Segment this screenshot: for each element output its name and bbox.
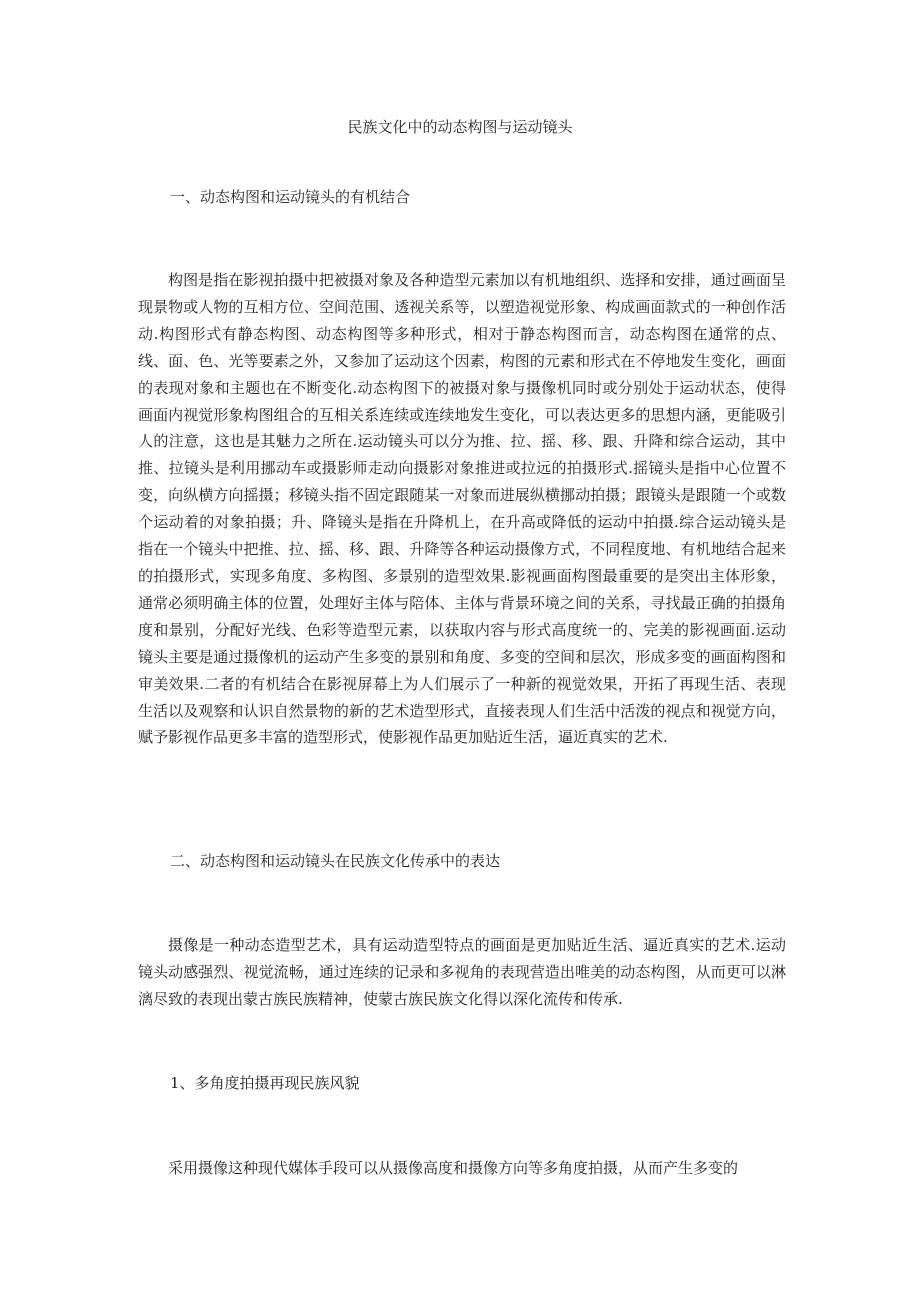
section-heading-1: 一、动态构图和运动镜头的有机结合	[170, 188, 411, 206]
document-title: 民族文化中的动态构图与运动镜头	[347, 118, 573, 136]
section-paragraph-2: 摄像是一种动态造型艺术，具有运动造型特点的画面是更加贴近生活、逼近真实的艺术.运动镜头动感强烈、视觉流畅，通过连续的记录和多视角的表现营造出唯美的动态构图，从而更可以淋漓尽致的表现出蒙古族民族精神，使蒙古族民族文化得以深化流传和传承.	[138, 936, 786, 1008]
section-heading-2: 二、动态构图和运动镜头在民族文化传承中的表达	[170, 852, 501, 870]
subsection-heading-1: 1、多角度拍摄再现民族风貌	[170, 1074, 360, 1092]
section-paragraph-1: 构图是指在影视拍摄中把被摄对象及各种造型元素加以有机地组织、选择和安排，通过画面呈现景物或人物的互相方位、空间范围、透视关系等，以塑造视觉形象、构成画面款式的一种创作活动.构图形式有静态构图、动态构图等多种形式，相对于静态构图而言，动态构图在通常的点、线、面、色、光等要素之外，又参加了运动这个因素，构图的元素和形式在不停地发生变化，画面的表现对象和主题也在不断变化.动态构图下的被摄对象与摄像机同时或分别处于运动状态，使得画面内视觉形象构图组合的互相关系连续或连续地发生变化，可以表达更多的思想内涵，更能吸引人的注意，这也是其魅力之所在.运动镜头可以分为推、拉、摇、移、跟、升降和综合运动，其中推、拉镜头是利用挪动车或摄影师走动向摄影对象推进或拉远的拍摄形式.摇镜头是指中心位置不变，向纵横方向摇摄；移镜头指不固定跟随某一对象而进展纵横挪动拍摄；跟镜头是跟随一个或数个运动着的对象拍摄；升、降镜头是指在升降机上，在升高或降低的运动中拍摄.综合运动镜头是指在一个镜头中把推、拉、摇、移、跟、升降等各种运动摄像方式，不同程度地、有机地结合起来的拍摄形式，实现多角度、多构图、多景别的造型效果.影视画面构图最重要的是突出主体形象，通常必须明确主体的位置，处理好主体与陪体、主体与背景环境之间的关系，寻找最正确的拍摄角度和景别，分配好光线、色彩等造型元素，以获取内容与形式高度统一的、完美的影视画面.运动镜头主要是通过摄像机的运动产生多变的景别和角度、多变的空间和层次，形成多变的画面构图和审美效果.二者的有机结合在影视屏幕上为人们展示了一种新的视觉效果，开拓了再现生活、表现生活以及观察和认识自然景物的新的艺术造型形式，直接表现人们生活中活泼的视点和视觉方向，赋予影视作品更多丰富的造型形式，使影视作品更加贴近生活，逼近真实的艺术.	[138, 271, 786, 747]
subsection-paragraph-1: 采用摄像这种现代媒体手段可以从摄像高度和摄像方向等多角度拍摄，从而产生多变的	[168, 1159, 739, 1177]
